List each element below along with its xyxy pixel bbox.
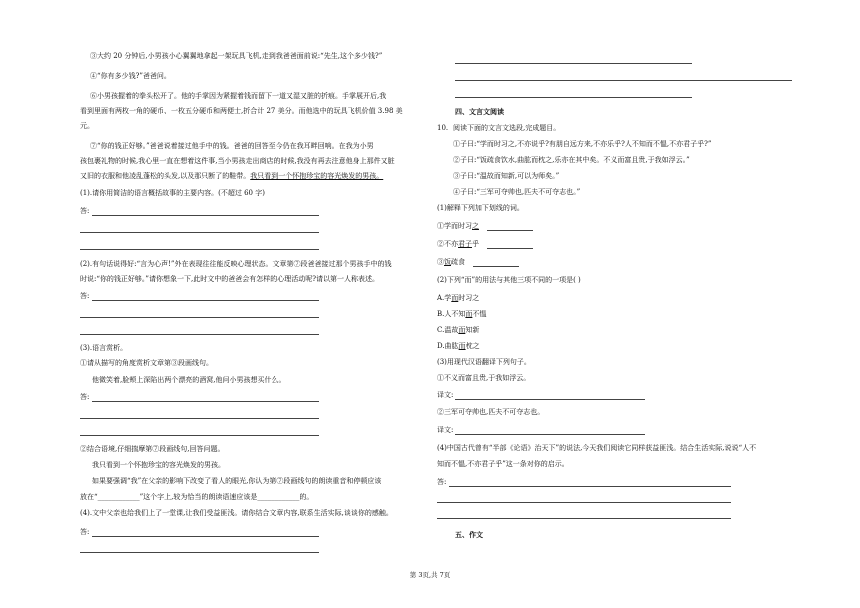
fill-blank[interactable] — [473, 266, 519, 267]
underlined-word: 而 — [465, 310, 473, 318]
question-1: (1).请你用简洁的语言概括故事的主要内容。(不超过 60 字) — [80, 189, 265, 197]
paragraph-7-line-1: ⑦“你的钱正好够。”爸爸说着接过他手中的钱。爸爸的回答至今仍在我耳畔回响。在我为小男 — [90, 142, 374, 150]
question-3-2-line-3: 放在“____________”这个字上,较为恰当的朗读语速应该是____________的。 — [80, 493, 314, 501]
word-prefix: ②不亦 — [437, 240, 458, 248]
sub-question-2: (2)下列“而”的用法与其他三项不同的一项是( ) — [437, 276, 581, 284]
passage-2: ②子曰:“饭疏食饮水,曲肱而枕之,乐亦在其中矣。不义而富且贵,于我如浮云。” — [453, 156, 690, 164]
quoted-sentence: 我只看到一个怀抱珍宝的容光焕发的男孩。 — [92, 461, 225, 469]
paragraph-6-line-2: 看到里面有两枚一角的硬币、一枚五分硬币和两便士,折合计 27 美分。而他选中的玩具飞机价值 3.98 美 — [80, 107, 403, 115]
question-3-2-line-2: 如果要强调“我”在父亲的影响下改变了看人的眼光,你认为第⑦段画线句的朗读重音和停顿应该 — [92, 477, 382, 485]
paragraph-6-line-1: ⑥小男孩握着的拳头松开了。他的手掌因为紧握着钱而留下一道又湿又脏的折痕。手掌展开后,我 — [90, 92, 387, 100]
answer-line[interactable] — [92, 401, 319, 402]
question-10-number: 10. — [437, 124, 449, 132]
word-prefix: ①学而时习 — [437, 222, 472, 230]
answer-line[interactable] — [455, 80, 792, 81]
answer-label: 答: — [80, 528, 90, 536]
answer-line[interactable] — [92, 215, 319, 216]
paragraph-7-line-3 — [80, 172, 383, 181]
translate-sentence-2: ②三军可夺帅也,匹夫不可夺志也。 — [437, 408, 545, 416]
sub-question-3: (3)用现代汉语翻译下列句子。 — [437, 358, 531, 366]
answer-label: 答: — [437, 478, 447, 486]
answer-line[interactable] — [80, 435, 319, 436]
passage-3: ③子曰:“温故而知新,可以为师矣。” — [453, 172, 560, 180]
answer-line[interactable] — [449, 486, 731, 487]
answer-line[interactable] — [80, 249, 319, 250]
paragraph-4: ④“你有多少钱?”爸爸问。 — [90, 72, 171, 80]
option-text: B.人不知 — [437, 310, 466, 318]
underlined-word: 而 — [458, 326, 466, 334]
option-text: A.学 — [437, 294, 452, 302]
word-item-1 — [437, 222, 479, 231]
question-10-instruction: 阅读下面的文言文选段,完成题目。 — [453, 124, 561, 132]
answer-label: 答: — [80, 292, 90, 300]
underlined-word: 而 — [451, 294, 459, 302]
word-item-3 — [437, 258, 465, 267]
answer-line[interactable] — [437, 502, 731, 503]
translation-label: 译文: — [437, 391, 454, 399]
underlined-word: 之 — [472, 222, 479, 230]
answer-line[interactable] — [455, 63, 692, 64]
answer-line[interactable] — [92, 536, 319, 537]
answer-label: 答: — [80, 393, 90, 401]
passage-4: ④子曰:“三军可夺帅也,匹夫不可夺志也。” — [453, 188, 581, 196]
page-footer: 第 3页,共 7页 — [409, 571, 451, 579]
answer-line[interactable] — [80, 418, 319, 419]
underlined-sentence: 我只看到一个怀抱珍宝的容光焕发的男孩。 — [250, 172, 384, 180]
option-d — [437, 342, 480, 351]
option-c — [437, 326, 479, 335]
answer-line[interactable] — [455, 97, 692, 98]
question-3: (3).语言赏析。 — [80, 344, 128, 352]
question-3-2: ②结合语境,仔细揣摩第⑦段画线句,回答问题。 — [80, 445, 225, 453]
answer-line[interactable] — [455, 434, 645, 435]
answer-line[interactable] — [437, 518, 731, 519]
answer-line[interactable] — [80, 317, 319, 318]
answer-line[interactable] — [92, 300, 319, 301]
question-2-line-1: (2).有句话说得好:“言为心声!”外在表现往往能反映心理状态。文章第⑦段爸爸接过那个男孩手中的钱 — [80, 260, 392, 268]
question-4: (4).文中父亲也给我们上了一堂课,让我们受益匪浅。请你结合文章内容,联系生活实际,谈谈你的感触。 — [80, 509, 393, 517]
passage-1: ①子曰:“学而时习之,不亦说乎?有朋自远方来,不亦乐乎?人不知而不愠,不亦君子乎?” — [453, 140, 712, 148]
fill-blank[interactable] — [487, 230, 533, 231]
sub-question-1: (1)解释下列加下划线的词。 — [437, 204, 524, 212]
translate-sentence-1: ①不义而富且贵,于我如浮云。 — [437, 374, 531, 382]
word-suffix: 疏食 — [451, 258, 465, 266]
section-5-heading: 五、作文 — [455, 530, 483, 539]
word-suffix: 乎 — [472, 240, 479, 248]
option-text: 枕之 — [465, 342, 480, 350]
option-text: 知新 — [465, 326, 480, 334]
quoted-sentence: 他微笑着,脸颊上深陷出两个漂亮的酒窝,他问小男孩想买什么。 — [92, 376, 286, 384]
option-b — [437, 310, 486, 319]
answer-line[interactable] — [80, 232, 319, 233]
underlined-word: 君子 — [458, 240, 472, 248]
option-a — [437, 294, 479, 303]
option-text: 时习之 — [458, 294, 480, 302]
paragraph-6-line-3: 元。 — [80, 122, 94, 130]
paragraph-7-plain: 又旧的衣服和他凌乱蓬松的头发,以及那只断了的鞋带。 — [80, 172, 251, 180]
underlined-word: 饭 — [444, 258, 451, 266]
option-text: C.温故 — [437, 326, 459, 334]
answer-label: 答: — [80, 207, 90, 215]
answer-line[interactable] — [80, 552, 319, 553]
paragraph-7-line-2: 孩包裹礼物的时候,我心里一直在想着这件事,当小男孩走出商店的时候,我没有再去注意他身上那件又脏 — [80, 157, 395, 165]
answer-line[interactable] — [80, 334, 319, 335]
translation-label: 译文: — [437, 426, 454, 434]
question-3-1: ①请从描写的角度赏析文章第③段画线句。 — [80, 359, 213, 367]
section-4-heading: 四、文言文阅读 — [455, 107, 504, 116]
question-2-line-2: 时说:“你的钱正好够。”请你想象一下,此时文中的爸爸会有怎样的心理活动呢?请以第一人称表述。 — [80, 275, 379, 283]
word-prefix: ③ — [437, 258, 444, 266]
paragraph-3: ③大约 20 分钟后,小男孩小心翼翼地拿起一架玩具飞机,走到我爸爸面前说:“先生,这个多少钱?” — [90, 52, 383, 60]
answer-line[interactable] — [455, 399, 645, 400]
sub-question-4-line-1: (4)中国古代曾有“半部《论语》治天下”的说法,今天我们阅读它同样获益匪浅。结合生活实际,说说“人不 — [437, 444, 757, 452]
option-text: D.曲肱 — [437, 342, 459, 350]
sub-question-4-line-2: 知而不愠,不亦君子乎”这一条对你的启示。 — [437, 460, 569, 468]
word-item-2 — [437, 240, 479, 249]
underlined-word: 而 — [458, 342, 466, 350]
option-text: 不愠 — [472, 310, 487, 318]
fill-blank[interactable] — [487, 248, 533, 249]
